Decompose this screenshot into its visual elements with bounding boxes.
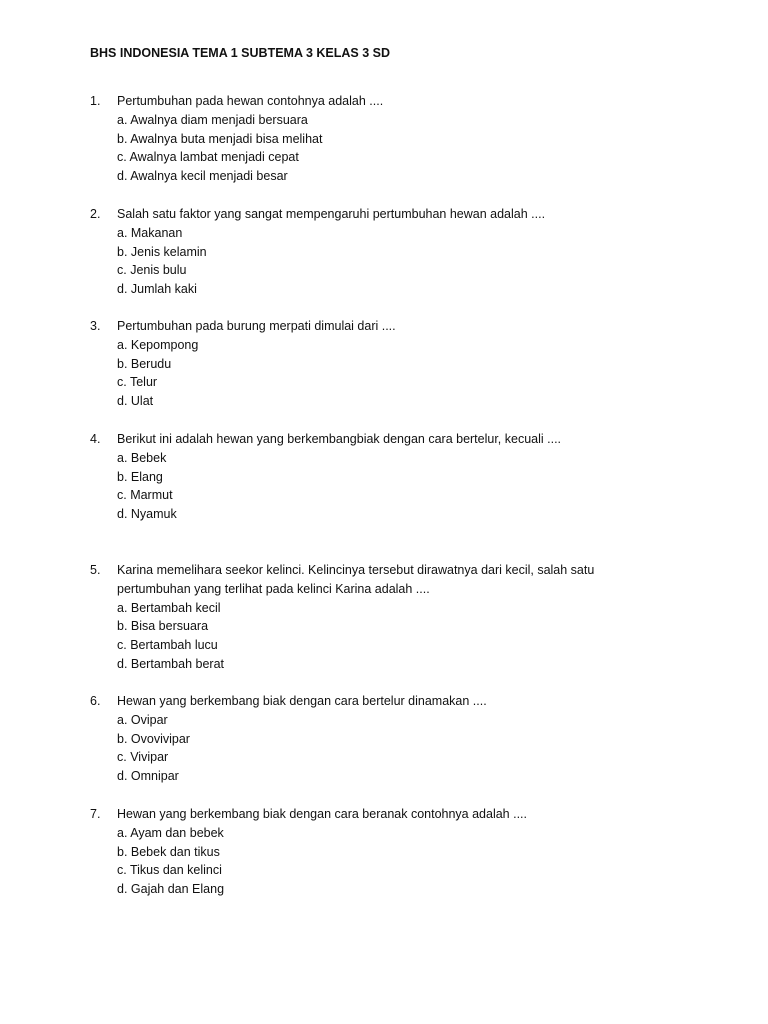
option-a: a. Awalnya diam menjadi bersuara bbox=[117, 112, 308, 127]
question-5 bbox=[90, 561, 650, 674]
option-a: a. Bebek bbox=[117, 450, 167, 465]
option-c: c. Vivipar bbox=[117, 750, 169, 765]
option-c: c. Awalnya lambat menjadi cepat bbox=[117, 150, 299, 165]
option-list bbox=[117, 449, 650, 524]
option-b: b. Bisa bersuara bbox=[117, 619, 209, 634]
option-list bbox=[117, 336, 650, 411]
option-d: d. Bertambah berat bbox=[117, 656, 225, 671]
option-list bbox=[117, 599, 650, 674]
option-d: d. Awalnya kecil menjadi besar bbox=[117, 169, 288, 184]
option-b: b. Berudu bbox=[117, 356, 172, 371]
question-number: 6. bbox=[90, 694, 101, 708]
question-number: 4. bbox=[90, 432, 101, 446]
option-a: a. Kepompong bbox=[117, 337, 199, 352]
question-number: 3. bbox=[90, 319, 101, 333]
option-a: a. Makanan bbox=[117, 225, 183, 240]
option-list bbox=[117, 111, 650, 186]
question-7 bbox=[90, 805, 650, 899]
question-text: Karina memelihara seekor kelinci. Kelincinya tersebut dirawatnya dari kecil, salah satu pertumbuhan yang terlihat pada kelinci Karina adalah .... bbox=[117, 563, 595, 596]
question-text: Hewan yang berkembang biak dengan cara bertelur dinamakan .... bbox=[117, 694, 487, 708]
option-a: a. Ayam dan bebek bbox=[117, 825, 224, 840]
option-list bbox=[117, 224, 650, 299]
question-3 bbox=[90, 317, 650, 411]
option-a: a. Bertambah kecil bbox=[117, 600, 221, 615]
option-list bbox=[117, 824, 650, 899]
question-4 bbox=[90, 430, 650, 524]
option-c: c. Tikus dan kelinci bbox=[117, 863, 222, 878]
option-a: a. Ovipar bbox=[117, 712, 168, 727]
option-b: b. Awalnya buta menjadi bisa melihat bbox=[117, 131, 323, 146]
option-b: b. Bebek dan tikus bbox=[117, 844, 220, 859]
option-c: c. Marmut bbox=[117, 488, 173, 503]
option-d: d. Jumlah kaki bbox=[117, 282, 197, 297]
question-text: Pertumbuhan pada hewan contohnya adalah .... bbox=[117, 94, 384, 108]
option-c: c. Jenis bulu bbox=[117, 263, 187, 278]
question-number: 1. bbox=[90, 94, 101, 108]
question-6 bbox=[90, 692, 650, 786]
question-1 bbox=[90, 92, 650, 186]
page-title: BHS INDONESIA TEMA 1 SUBTEMA 3 KELAS 3 SD bbox=[90, 46, 391, 60]
option-c: c. Bertambah lucu bbox=[117, 638, 218, 653]
question-number: 7. bbox=[90, 807, 101, 821]
option-d: d. Ulat bbox=[117, 394, 154, 409]
option-list bbox=[117, 711, 650, 786]
option-d: d. Nyamuk bbox=[117, 507, 177, 522]
option-d: d. Omnipar bbox=[117, 769, 179, 784]
question-text: Salah satu faktor yang sangat mempengaruhi pertumbuhan hewan adalah .... bbox=[117, 207, 546, 221]
question-number: 5. bbox=[90, 563, 101, 577]
option-b: b. Ovovivipar bbox=[117, 731, 190, 746]
question-text: Berikut ini adalah hewan yang berkembangbiak dengan cara bertelur, kecuali .... bbox=[117, 432, 562, 446]
option-b: b. Jenis kelamin bbox=[117, 244, 207, 259]
question-text: Hewan yang berkembang biak dengan cara beranak contohnya adalah .... bbox=[117, 807, 528, 821]
option-d: d. Gajah dan Elang bbox=[117, 882, 225, 897]
question-2 bbox=[90, 205, 650, 299]
question-number: 2. bbox=[90, 207, 101, 221]
option-b: b. Elang bbox=[117, 469, 163, 484]
option-c: c. Telur bbox=[117, 375, 158, 390]
question-text: Pertumbuhan pada burung merpati dimulai dari .... bbox=[117, 319, 396, 333]
